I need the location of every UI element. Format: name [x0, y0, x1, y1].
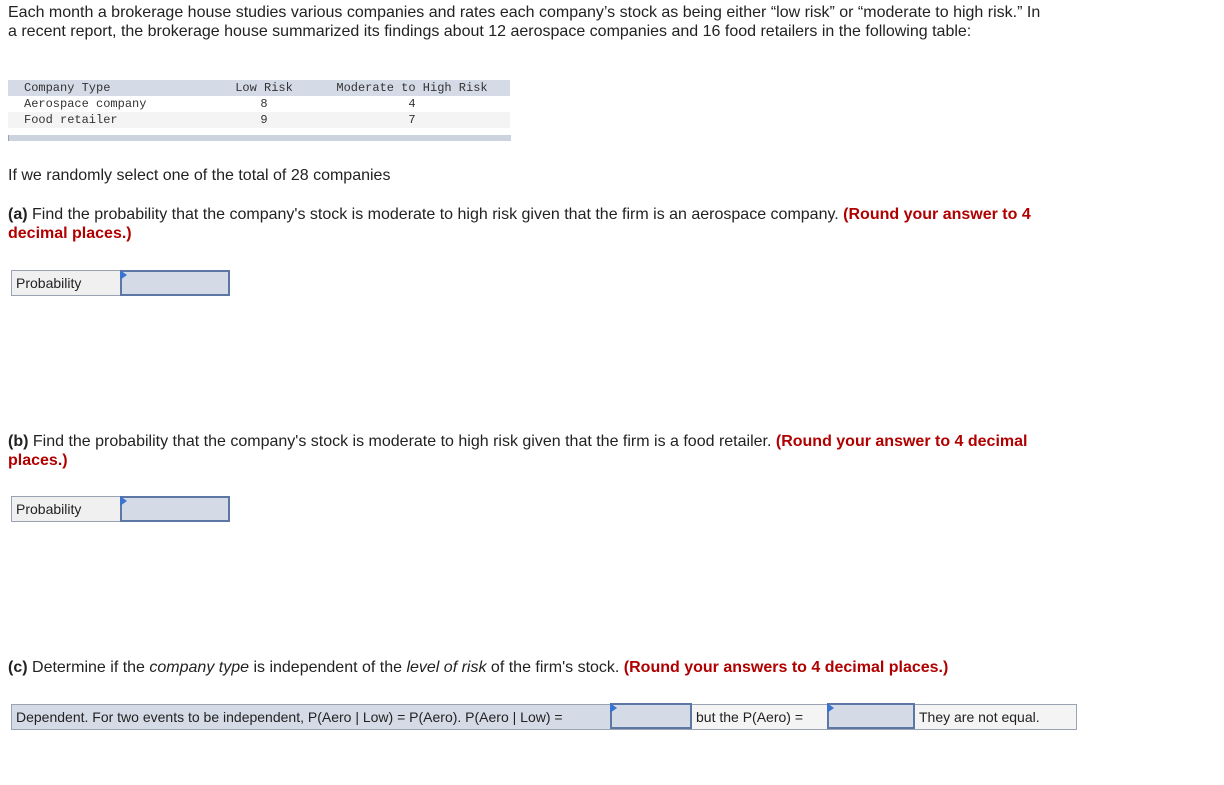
table-footer-bar [8, 135, 511, 141]
part-c-answer-row [11, 704, 1077, 730]
part-c-row-text-1: Dependent. For two events to be independent, P(Aero | Low) = P(Aero). P(Aero | Low) = [16, 709, 563, 725]
table-row [8, 96, 510, 112]
part-c-text-1: Determine if the [27, 659, 150, 676]
part-a-instruction: (Round your answer to 4 decimal places.) [8, 206, 1031, 242]
cell-moderate-high-risk: 7 [314, 112, 510, 128]
part-c-row-text-3-cell [915, 705, 1076, 729]
part-b-answer-row [11, 496, 230, 522]
cell-low-risk: 8 [214, 96, 314, 112]
part-b-probability-input[interactable] [120, 496, 230, 522]
part-b-instruction: (Round your answer to 4 decimal places.) [8, 433, 1028, 469]
header-company-type: Company Type [8, 80, 214, 96]
part-a-label: (a) [8, 206, 28, 223]
part-a-answer-label: Probability [11, 270, 120, 296]
table-row [8, 112, 510, 128]
part-a-input-wrapper [120, 270, 230, 296]
risk-table [8, 80, 510, 128]
part-c-instruction: (Round your answers to 4 decimal places.) [623, 659, 949, 676]
part-c-text-2: is independent of the [249, 659, 407, 676]
p-aero-given-low-input[interactable] [610, 703, 692, 729]
part-b-answer-label: Probability [11, 496, 120, 522]
flag-icon [120, 496, 127, 506]
part-b-question [8, 432, 1048, 470]
cell-moderate-high-risk: 4 [314, 96, 510, 112]
part-c-input-1-wrapper [610, 704, 692, 730]
part-b-label: (b) [8, 433, 29, 450]
cell-company-type: Food retailer [8, 112, 214, 128]
table-header-row [8, 80, 510, 96]
intro-paragraph: Each month a brokerage house studies various companies and rates each company’s stock as being either “low risk” or “moderate to high risk.” In a recent report, the brokerage house summarized its findings about 12 aerospace companies and 16 food retailers in the following table: [8, 4, 1041, 40]
header-moderate-high-risk: Moderate to High Risk [314, 80, 510, 96]
part-b-input-wrapper [120, 496, 230, 522]
part-c-row-text-2-cell [692, 705, 827, 729]
part-c-company-type: company type [149, 659, 249, 676]
part-c-row-text-2: but the P(Aero) = [696, 709, 804, 725]
cell-company-type: Aerospace company [8, 96, 214, 112]
flag-icon [610, 703, 617, 713]
question-stem: If we randomly select one of the total of 28 companies [8, 167, 391, 184]
part-c-row-text-3: They are not equal. [919, 709, 1040, 725]
p-aero-input[interactable] [827, 703, 915, 729]
part-a-question [8, 205, 1048, 243]
part-c-label: (c) [8, 659, 28, 676]
part-c-text-3: of the firm's stock. [486, 659, 624, 676]
part-c-question [8, 658, 1048, 677]
part-c-level-of-risk: level of risk [406, 659, 487, 676]
header-low-risk: Low Risk [214, 80, 314, 96]
cell-low-risk: 9 [214, 112, 314, 128]
part-a-probability-input[interactable] [120, 270, 230, 296]
flag-icon [827, 703, 834, 713]
part-b-text: Find the probability that the company's stock is moderate to high risk given that the firm is a food retailer. [28, 433, 776, 450]
flag-icon [120, 270, 127, 280]
part-c-input-2-wrapper [827, 704, 915, 730]
part-a-text: Find the probability that the company's stock is moderate to high risk given that the firm is an aerospace company. [27, 206, 844, 223]
part-a-answer-row [11, 270, 230, 296]
